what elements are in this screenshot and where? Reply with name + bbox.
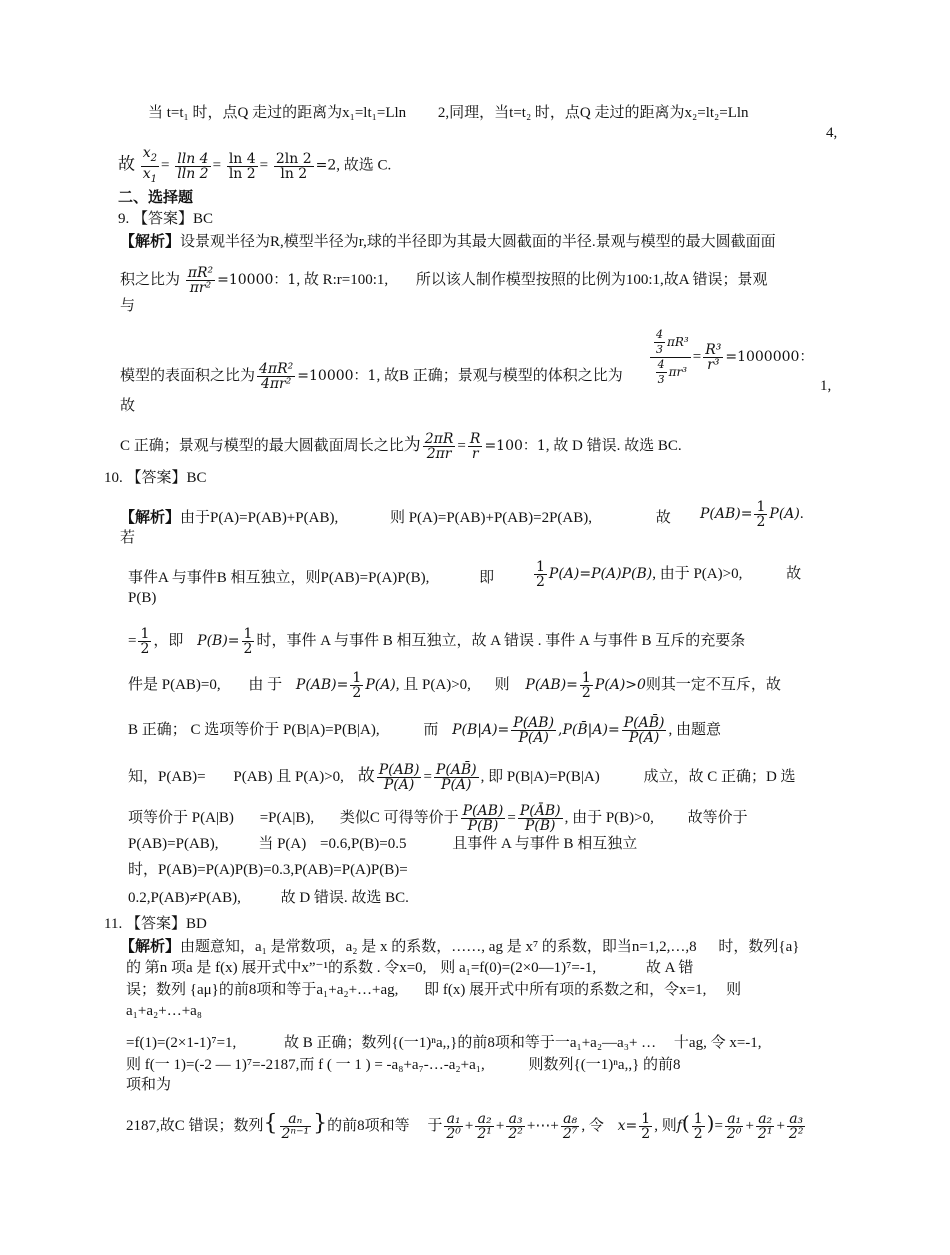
intro-text: 2,同理，当t=t₂ 时，点Q 走过的距离为x₂=lt₂=Lln: [437, 105, 749, 121]
q9-text: 设景观半径为R,模型半径为r,球的半径即为其最大圆截面的半径.景观与模型的最大圆截面面: [180, 234, 776, 250]
fraction: $\frac{R}{r}$: [469, 431, 481, 463]
q10-text: 知，P(AB)=: [128, 769, 206, 785]
q10-text: 则其一定不互斥，故: [645, 677, 781, 693]
answer-head: 11. 【答案】BD: [104, 916, 207, 932]
q10-line-12: [128, 888, 409, 908]
q11-text: 即 f(x) 展开式中所有项的系数之和，令x=1,: [424, 982, 707, 998]
q10-text: 件是 P(AB)=0,: [128, 677, 221, 693]
math-text: ,: [558, 722, 563, 738]
math-text: P(A)>0: [594, 677, 646, 693]
q10-text: 故 D 错误. 故选 BC.: [280, 890, 409, 906]
q9-text: , 故B 正确；景观与模型的体积之比为: [376, 368, 623, 384]
analysis-tag: 【解析】: [120, 233, 181, 250]
q10-line-9: 项等价于 P(A|B) =P(A|B), 类似C 可得等价于 $\frac{P(AB)}{P(B)}$ = $\frac{P(ĀB)}{P(B)}$ , 由于 P(B)>0, 故等价于: [128, 803, 748, 835]
q11-text: 则数列{(一1)ⁿa,,} 的前8: [528, 1057, 681, 1073]
fraction: $\frac{P(AB)}{P(A)}$: [378, 762, 420, 794]
math-text: =10000：1: [297, 368, 377, 384]
intro-text: 故: [118, 154, 135, 174]
fraction: $\frac{1}{2}$: [693, 1111, 703, 1143]
q10-line-3: [128, 568, 494, 588]
fraction: $\frac{P(AB)}{P(A)}$: [513, 715, 555, 747]
q9-line-1: [120, 232, 776, 252]
q10-line-1: [120, 508, 671, 528]
math-text: P(A): [769, 506, 800, 522]
q11-text: 的前8项和等: [327, 1118, 410, 1134]
analysis-tag: 【解析】: [120, 509, 181, 526]
q10-text: 而: [423, 722, 439, 738]
q10-text: , 由于 P(A)>0,: [652, 566, 743, 582]
q11-text: , 令: [581, 1118, 604, 1134]
q9-head: [118, 209, 213, 229]
q9-text: 故: [120, 398, 136, 414]
q10-text: P(AB)=P(AB),: [128, 836, 219, 852]
q10-text: 成立，故 C 正确；D 选: [643, 769, 796, 785]
q9-text: 1,: [820, 378, 832, 394]
fraction: $\frac{\text{a₁}}{\text{2⁰}}$: [726, 1111, 742, 1143]
q10-text: , 即 P(B|A)=P(B|A): [480, 769, 600, 785]
q10-text: B 正确； C 选项等价于 P(B|A)=P(B|A),: [128, 722, 380, 738]
q10-text: =P(A|B),: [259, 810, 315, 826]
q10-text: 则 P(A)=P(AB)+P(AB)=2P(AB),: [389, 510, 593, 526]
q9-line-4: [120, 358, 623, 394]
q11-text: 于: [427, 1118, 443, 1134]
fraction: $\frac{1}{2}$: [641, 1111, 651, 1143]
fraction: $\frac{\text{a₃}}{\text{2²}}$: [788, 1111, 804, 1143]
q9-text: C 正确；景观与模型的最大圆截面周长之比: [120, 438, 404, 454]
fraction: $\frac{P(ĀB)}{P(B)}$: [519, 803, 561, 835]
fraction: $\frac{\text{a₃}}{\text{2²}}$: [508, 1111, 523, 1143]
fraction: $\frac{\text{a₂}}{\text{2¹}}$: [757, 1111, 773, 1143]
q10-text: 时，事件 A 与事件 B 相互独立，故 A 错误 . 事件 A 与事件 B 互斥的充要条: [256, 633, 746, 649]
q11-text: 由题意知，a₁ 是常数项，a₂ 是 x 的系数，……, ag 是 x⁷ 的系数，即当n=1,2,…,8: [180, 939, 697, 955]
q10-text: 故: [786, 566, 802, 582]
fraction: $\frac{\text{R³}}{\text{r³}}$: [705, 342, 722, 374]
q10-text: =0.6,P(B)=0.5: [319, 836, 407, 852]
fraction: $\frac{1}{2}$: [352, 670, 362, 702]
math-text: f: [676, 1118, 682, 1134]
math-text: P(A)=P(A)P(B): [548, 566, 653, 582]
q10-line-7: [128, 710, 721, 750]
q9-line-2: [120, 262, 768, 298]
math-text: P(AB)=: [525, 677, 578, 693]
q10-text: 且事件 A 与事件 B 相互独立: [452, 836, 638, 852]
q10-text: 若: [120, 530, 136, 546]
q10-text: 故: [357, 766, 375, 785]
math-text: x=: [617, 1118, 638, 1134]
q9-text: 所以该人制作模型按照的比例为100:1,故A 错误；景观: [415, 272, 768, 288]
q9-text: , 故 D 错误. 故选 BC.: [545, 438, 682, 454]
q10-text: , 由题意: [668, 722, 721, 738]
q11-line-6: [126, 1055, 681, 1075]
q11-text: =f(1)=(2×1-1)⁷=1,: [126, 1035, 237, 1051]
intro-line-2: 故 $\frac{x_2}{x_1}$ = $\frac{lln 4}{lln 2}$ = $\frac{\ln 4}{\ln 2}$ = $\frac{2\ln 2}{\ln 2}$ =2, 故选 C.: [118, 145, 392, 185]
q10-text: 项等价于 P(A|B): [128, 810, 234, 826]
fraction: $\frac{x_2}{x_1}$: [142, 145, 158, 185]
answer-head: 9. 【答案】BC: [118, 211, 214, 227]
fraction: $\frac{\text{a₁}}{\text{2⁰}}$: [446, 1111, 461, 1143]
q11-text: 故 B 正确；数列{(一1)ⁿa,,}的前8项和等于一a₁+a₂—a₃+ …: [284, 1035, 657, 1051]
fraction: $\frac{1}{2}$: [140, 626, 150, 658]
fraction: $\frac{P(AB̄)}{P(A)}$: [435, 762, 477, 794]
math-text: =100：1: [484, 438, 546, 454]
fraction: $\frac{\text{πR²}}{\text{πr²}}$: [187, 265, 214, 297]
fraction: $\frac{P(AB̄)}{P(A)}$: [623, 715, 665, 747]
q10-text: 类似C 可得等价: [339, 810, 444, 826]
q9-text: 模型的表面积之比为: [120, 368, 256, 384]
answer-head: 10. 【答案】BC: [104, 470, 207, 486]
fraction: $\frac{1}{2}$: [581, 670, 591, 702]
analysis-tag: 【解析】: [120, 938, 181, 955]
q9-text: 与: [120, 298, 136, 314]
q10-text: 事件A 与事件B 相互独立，则P(AB)=P(A)P(B),: [128, 570, 430, 586]
fraction: $\frac{\ln 4}{\ln 2}$: [228, 150, 256, 182]
math-text: =2: [315, 157, 337, 174]
q11-text: 则 a₁=f(0)=(2×0—1)⁷=-1,: [440, 960, 597, 976]
q10-text: 当 P(A): [258, 836, 307, 852]
volume-ratio: $\frac{4}{3}$ πR³ $\frac{4}{3}$ πr³ = $\frac{\text{R³}}{\text{r³}}$ =1000000：: [648, 322, 813, 392]
q11-line-8: 2187,故C 错误；数列{ $\frac{\text{aₙ}}{\text{2ⁿ⁻¹}}$ }的前8项和等 于 $\frac{\text{a₁}}{\text{2⁰}}$ + $\frac{\text{a₂}}{\text{2¹}}$ + $\frac{\text{a₃}}{\text{2²}}$ +⋯+ $\frac{\text{a₈}}{\text{2⁷}}$ , 令 x= $\frac{1}{2}$ , 则f( $\frac{1}{2}$ )= $\frac{\text{a₁}}{\text{2⁰}}$ + $\frac{\text{a₂}}{\text{2¹}}$ + $\frac{\text{a₃}}{\text{2²}}$: [126, 1111, 804, 1143]
q11-text: 项和为: [126, 1077, 172, 1093]
math-text: P(B|A)=: [452, 722, 510, 738]
q10-text: 由 于: [248, 677, 283, 693]
q11-text: 的 第n 项a 是 f(x) 展开式中x”⁻¹的系数 . 令x=0,: [126, 960, 427, 976]
q11-text: a₁+a₂+…+a₈: [126, 1003, 203, 1019]
q10-line-6: [128, 666, 781, 704]
intro-line-1: [148, 103, 749, 123]
q10-line-5: = $\frac{1}{2}$ ，即 P(B)= $\frac{1}{2}$ 时，事件 A 与事件 B 相互独立，故 A 错误 . 事件 A 与事件 B 互斥的充要条: [128, 626, 746, 658]
q11-text: 十ag, 令 x=-1,: [673, 1035, 762, 1051]
math-text: P(B̄|A)=: [562, 722, 620, 738]
fraction: $\frac{2\pi R}{2\pi r}$: [424, 431, 454, 463]
q10-text: 则: [494, 677, 510, 693]
q10-text: P(B): [128, 590, 157, 606]
math-text: =1000000：: [725, 349, 814, 365]
q11-text: 则 f(一 1)=(-2 — 1)⁷=-2187,而 f ( 一 1 ) = -a₈+a₇-…-a₂+a₁,: [126, 1057, 485, 1073]
fraction: $\frac{\text{a₂}}{\text{2¹}}$: [477, 1111, 492, 1143]
fraction: $\frac{1}{2}$: [536, 559, 545, 591]
intro-text: 当 t=t₁ 时，点Q 走过的距离为x₁=lt₁=Lln: [148, 105, 407, 121]
fraction: $\frac{\text{4πR²}}{\text{4πr²}}$: [259, 361, 294, 393]
intro-text: , 故选 C.: [336, 157, 392, 174]
q11-text: 则: [726, 982, 742, 998]
q9-line-6: C 正确；景观与模型的最大圆截面周长之比为 $\frac{2\pi R}{2\pi r}$ = $\frac{R}{r}$ =100：1, 故 D 错误. 故选 BC.: [120, 431, 682, 463]
q9-text: 为: [403, 435, 421, 454]
q10-line-8: 知，P(AB)= P(AB) 且 P(A)>0, 故 $\frac{P(AB)}{P(A)}$ = $\frac{P(AB̄)}{P(A)}$ , 即 P(B|A)=P(B|A) 成立，故 C 正确；D 选: [128, 762, 796, 794]
q10-text: , 由于 P(B)>0,: [564, 810, 654, 826]
q10-text: 时，P(AB)=P(A)P(B)=0.3,P(AB)=P(A)P(B)=: [128, 862, 408, 878]
fraction: $\frac{4}{3}$ πR³ $\frac{4}{3}$ πr³: [650, 328, 691, 387]
q10-text: 0.2,P(AB)≠P(AB),: [128, 890, 241, 906]
q9-text: , 故 R:r=100:1,: [296, 272, 389, 288]
q10-formula-1: [700, 496, 804, 532]
fraction: $\frac{\text{aₙ}}{\text{2ⁿ⁻¹}}$: [281, 1111, 310, 1143]
q11-text: 时，数列{a}: [718, 939, 800, 955]
q10-text: 即: [479, 570, 495, 586]
fraction: $\frac{lln 4}{lln 2}$: [177, 150, 209, 182]
q11-text: , 则: [654, 1118, 677, 1134]
q10-text: ，即: [153, 633, 184, 649]
fraction: $\frac{1}{2}$: [243, 626, 253, 658]
q10-text: .: [799, 506, 804, 522]
math-text: =10000：1: [217, 272, 297, 288]
q10-line-10: [128, 834, 637, 854]
math-text: P(A): [365, 677, 396, 693]
q10-text: 故: [655, 510, 671, 526]
q10-text: 由于P(A)=P(AB)+P(AB),: [180, 510, 339, 526]
q11-line-5: [126, 1033, 762, 1053]
q10-text: , 且 P(A)>0,: [395, 677, 471, 693]
q11-text: 误；数列 {aμ}的前8项和等于a₁+a₂+…+ag,: [126, 982, 399, 998]
intro-text: 4,: [826, 125, 838, 141]
q11-line-2: [126, 958, 693, 978]
math-text: P(AB)=: [295, 677, 349, 693]
q10-formula-2: [532, 556, 801, 592]
fraction: $\frac{2\ln 2}{\ln 2}$: [275, 150, 312, 182]
fraction: $\frac{1}{2}$: [756, 499, 766, 531]
q10-text: 于: [443, 810, 459, 826]
q9-text: 积之比为: [120, 272, 181, 288]
math-text: P(B)=: [197, 633, 240, 649]
q11-text: 2187,故C 错误；数列: [126, 1118, 264, 1134]
section-title: 二、选择题: [118, 189, 194, 206]
q11-line-1: [120, 937, 799, 957]
q11-text: 故 A 错: [645, 960, 694, 976]
fraction: $\frac{\text{a₈}}{\text{2⁷}}$: [562, 1111, 578, 1143]
q10-text: 故等价于: [687, 810, 748, 826]
q11-line-3: [126, 980, 741, 1000]
q10-text: P(AB) 且 P(A)>0,: [233, 769, 344, 785]
math-text: P(AB)=: [700, 506, 753, 522]
fraction: $\frac{P(AB)}{P(B)}$: [462, 803, 504, 835]
